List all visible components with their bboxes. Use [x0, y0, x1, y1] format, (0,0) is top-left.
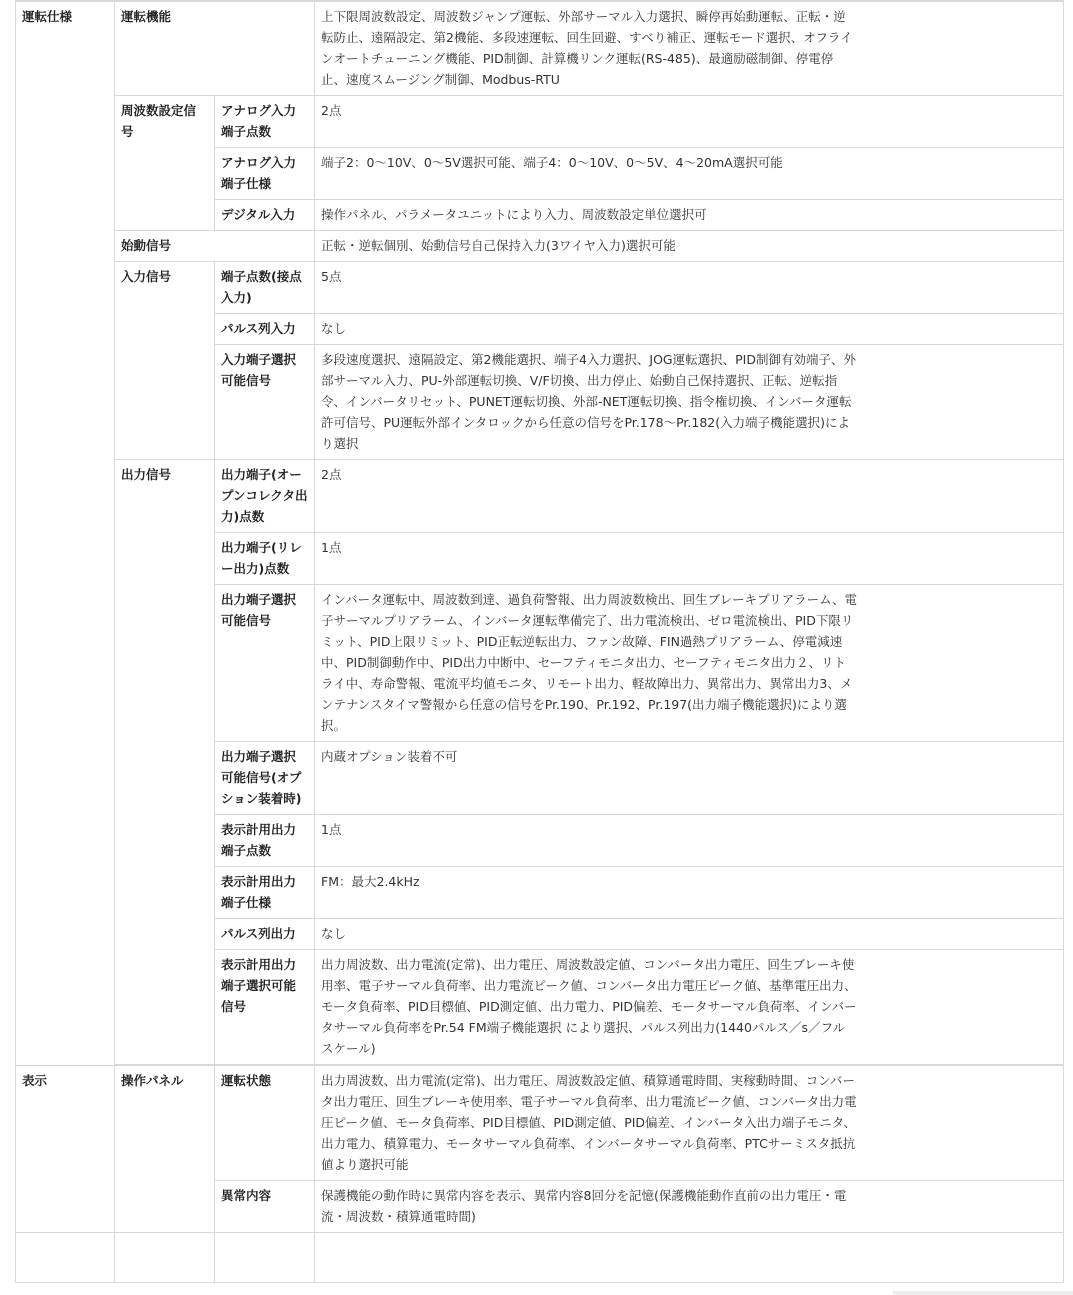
row-value-status: 出力周波数、出力電流(定常)、出力電圧、周波数設定値、積算通電時間、実稼動時間、コンバータ出力電圧、回生ブレーキ使用率、電子サーマル負荷率、出力電流ピーク値、コンバータ出力電圧ピーク値、モータ負荷率、PID目標値、PID測定値、PID偏差、インバータ入出力端子モニタ、出力電力、積算電力、モータサーマル負荷率、インバータサーマル負荷率、PTCサーミスタ抵抗値より選択可能	[315, 1066, 1064, 1181]
row-label-fault: 異常内容	[215, 1181, 315, 1233]
group-label-freq-setting: 周波数設定信号	[115, 96, 215, 231]
row-label-output-selectable: 出力端子選択可能信号	[215, 585, 315, 742]
row-value-analog-spec: 端子2：0～10V、0～5V選択可能、端子4：0～10V、0～5V、4～20mA選択可能	[315, 148, 1064, 200]
row-value-analog-points: 2点	[315, 96, 1064, 148]
row-value-input-points: 5点	[315, 262, 1064, 314]
row-value-meter-selectable: 出力周波数、出力電流(定常)、出力電圧、周波数設定値、コンバータ出力電圧、回生ブレーキ使用率、電子サーマル負荷率、出力電流ピーク値、コンバータ出力電圧ピーク値、基準電圧出力、モータ負荷率、PID目標値、PID測定値、出力電力、PID偏差、モータサーマル負荷率、インバータサーマル負荷率をPr.54 FM端子機能選択 により選択、パルス列出力(1440パルス／s／フルスケール)	[315, 950, 1064, 1065]
row-label-digital-input: デジタル入力	[215, 200, 315, 231]
row-label-output-selectable-option: 出力端子選択可能信号(オプション装着時)	[215, 742, 315, 815]
row-label-status: 運転状態	[215, 1066, 315, 1181]
row-value-input-selectable: 多段速度選択、遠隔設定、第2機能選択、端子4入力選択、JOG運転選択、PID制御有効端子、外部サーマル入力、PU-外部運転切換、V/F切換、出力停止、始動自己保持選択、正転、逆転指令、インバータリセット、PUNET運転切換、外部-NET運転切換、指令権切換、インバータ運転許可信号、PU運転外部インタロックから任意の信号をPr.178～Pr.182(入力端子機能選択)により選択	[315, 345, 1064, 460]
row-value-meter-points: 1点	[315, 815, 1064, 867]
table-row	[16, 1066, 1064, 1181]
row-label-relay-points: 出力端子(リレー出力)点数	[215, 533, 315, 585]
category-display: 表示	[16, 1066, 115, 1233]
table-row	[16, 460, 1064, 533]
table-row	[16, 2, 1064, 96]
row-label-analog-spec: アナログ入力端子仕様	[215, 148, 315, 200]
group-label-input-signal: 入力信号	[115, 262, 215, 460]
row-value-output-selectable-option: 内蔵オプション装着不可	[315, 742, 1064, 815]
row-label-input-selectable: 入力端子選択可能信号	[215, 345, 315, 460]
row-label-meter-selectable: 表示計用出力端子選択可能信号	[215, 950, 315, 1065]
row-label-meter-spec: 表示計用出力端子仕様	[215, 867, 315, 919]
row-label-pulse-output: パルス列出力	[215, 919, 315, 950]
row-value-pulse-input: なし	[315, 314, 1064, 345]
table-row	[16, 96, 1064, 148]
row-value-output-selectable: インバータ運転中、周波数到達、過負荷警報、出力周波数検出、回生ブレーキプリアラーム、電子サーマルプリアラーム、インバータ運転準備完了、出力電流検出、ゼロ電流検出、PID下限リミット、PID上限リミット、PID正転逆転出力、ファン故障、FIN過熱プリアラーム、停電減速中、PID制御動作中、PID出力中断中、セーフティモニタ出力、セーフティモニタ出力２、リトライ中、寿命警報、電流平均値モニタ、リモート出力、軽故障出力、異常出力、異常出力3、メンテナンスタイマ警報から任意の信号をPr.190、Pr.192、Pr.197(出力端子機能選択)により選択。	[315, 585, 1064, 742]
group-label-operation-panel: 操作パネル	[115, 1066, 215, 1233]
group-label-output-signal: 出力信号	[115, 460, 215, 1065]
row-value-oc-points: 2点	[315, 460, 1064, 533]
row-label-analog-points: アナログ入力端子点数	[215, 96, 315, 148]
table-row	[16, 262, 1064, 314]
table-row	[16, 1233, 1064, 1283]
row-value-meter-spec: FM：最大2.4kHz	[315, 867, 1064, 919]
bottom-edge-shade	[893, 1291, 1073, 1295]
row-label-pulse-input: パルス列入力	[215, 314, 315, 345]
row-label-meter-points: 表示計用出力端子点数	[215, 815, 315, 867]
row-value-fault: 保護機能の動作時に異常内容を表示、異常内容8回分を記憶(保護機能動作直前の出力電圧・電流・周波数・積算通電時間)	[315, 1181, 1064, 1233]
row-value-relay-points: 1点	[315, 533, 1064, 585]
row-value-pulse-output: なし	[315, 919, 1064, 950]
row-label-input-points: 端子点数(接点入力)	[215, 262, 315, 314]
table-row	[16, 231, 1064, 262]
row-label-operation-function: 運転機能	[115, 2, 315, 96]
spec-table	[15, 0, 1064, 1283]
row-label-start-signal: 始動信号	[115, 231, 315, 262]
row-value-operation-function: 上下限周波数設定、周波数ジャンプ運転、外部サーマル入力選択、瞬停再始動運転、正転・逆転防止、遠隔設定、第2機能、多段速運転、回生回避、すべり補正、運転モード選択、オフラインオートチューニング機能、PID制御、計算機リンク運転(RS-485)、最適励磁制御、停電停止、速度スムージング制御、Modbus-RTU	[315, 2, 1064, 96]
row-value-digital-input: 操作パネル、パラメータユニットにより入力、周波数設定単位選択可	[315, 200, 1064, 231]
row-label-oc-points: 出力端子(オープンコレクタ出力)点数	[215, 460, 315, 533]
row-value-start-signal: 正転・逆転個別、始動信号自己保持入力(3ワイヤ入力)選択可能	[315, 231, 1064, 262]
category-operation: 運転仕様	[16, 2, 115, 1066]
